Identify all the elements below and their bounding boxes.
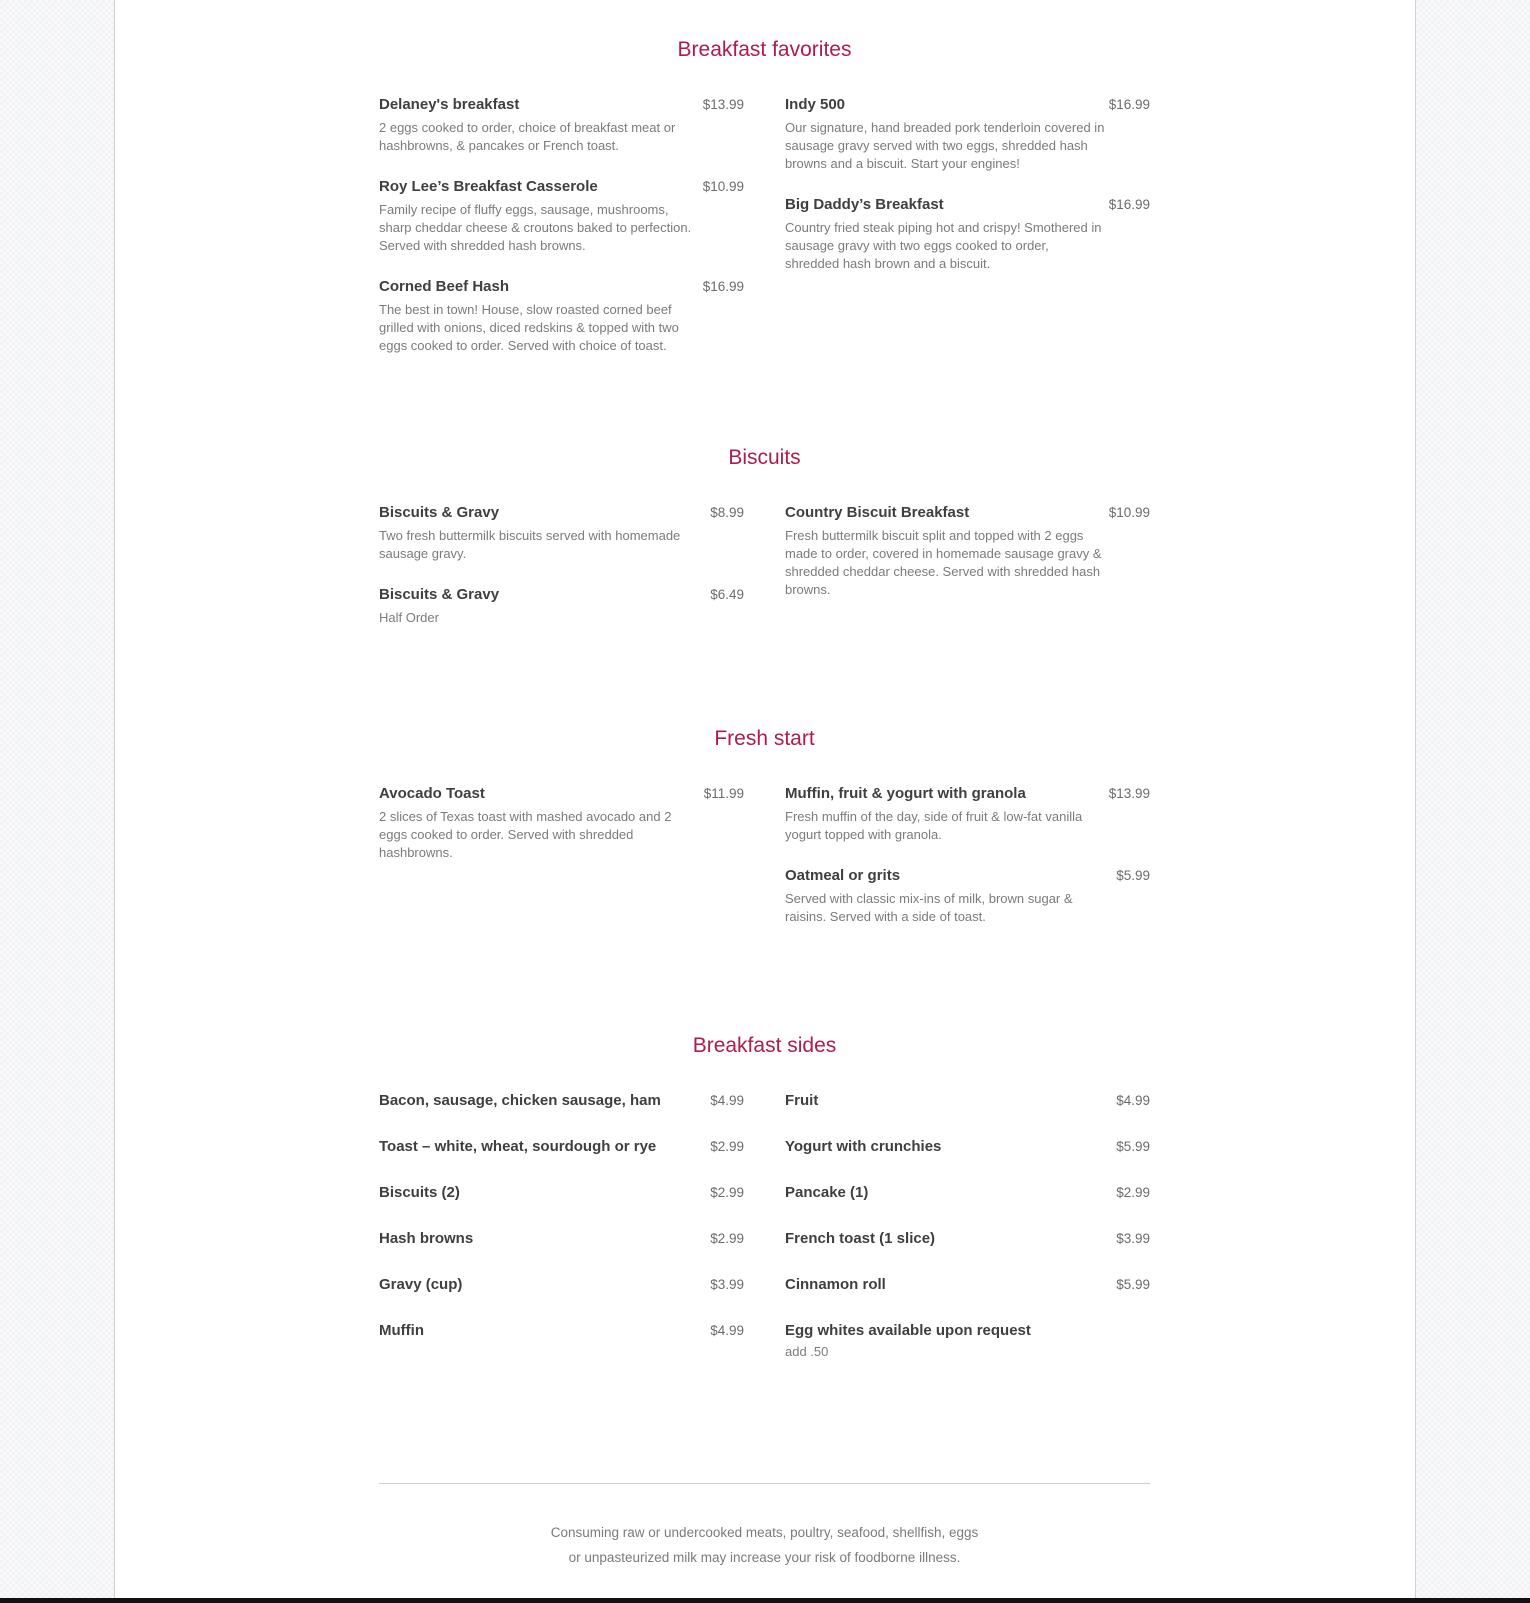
menu-item-header xyxy=(379,95,744,115)
menu-item xyxy=(379,95,744,155)
side-item xyxy=(379,1275,744,1295)
section-columns xyxy=(379,503,1150,649)
menu-item-header xyxy=(379,585,744,605)
menu-item-header xyxy=(785,866,1150,886)
menu-item-price: $3.99 xyxy=(1116,1231,1150,1246)
disclaimer-line: or unpasteurized milk may increase your risk of foodborne illness. xyxy=(568,1550,961,1565)
menu-item-header xyxy=(785,784,1150,804)
menu-item-header xyxy=(379,1275,744,1295)
menu-item-header xyxy=(379,1091,744,1111)
menu-column-right xyxy=(785,503,1150,649)
section-columns xyxy=(379,1091,1150,1387)
menu-item-description: Half Order xyxy=(379,610,439,625)
bottom-edge xyxy=(0,1598,1530,1603)
food-safety-disclaimer xyxy=(379,1520,1150,1570)
menu-column-right xyxy=(785,1091,1150,1387)
menu-item-price: $4.99 xyxy=(710,1093,744,1108)
section-fresh-start xyxy=(379,649,1150,948)
section-columns xyxy=(379,95,1150,377)
menu-item-name: French toast (1 slice) xyxy=(785,1230,936,1247)
menu-item-name: Pancake (1) xyxy=(785,1184,869,1201)
menu-item-header xyxy=(785,503,1150,523)
menu-column-left xyxy=(379,784,744,948)
menu-item-name: Egg whites available upon request xyxy=(785,1322,1031,1339)
menu-item-header xyxy=(785,1137,1150,1157)
menu-item xyxy=(785,503,1150,599)
menu-item-description: Fresh buttermilk biscuit split and topped with 2 eggs made to order, covered in homemade sausage gravy & shredded cheddar cheese. Served with shredded hash browns. xyxy=(785,528,1102,597)
menu-column-left xyxy=(379,1091,744,1387)
menu-column-right xyxy=(785,784,1150,948)
menu-item-price: $6.49 xyxy=(710,587,744,602)
menu-item-description: Served with classic mix-ins of milk, brown sugar & raisins. Served with a side of toast. xyxy=(785,891,1073,924)
menu-item-price: $10.99 xyxy=(1108,505,1150,520)
menu-item-name: Biscuits & Gravy xyxy=(379,504,500,521)
menu-item-name: Oatmeal or grits xyxy=(785,867,901,884)
menu-item-header xyxy=(785,1321,1150,1341)
side-item xyxy=(785,1275,1150,1295)
section-columns xyxy=(379,784,1150,948)
menu-item-header xyxy=(785,1275,1150,1295)
menu-item-price: $13.99 xyxy=(702,97,744,112)
menu-item xyxy=(379,585,744,627)
menu-item xyxy=(785,784,1150,844)
menu-item-price: $16.99 xyxy=(1108,197,1150,212)
side-item xyxy=(785,1183,1150,1203)
menu-item-description: Family recipe of fluffy eggs, sausage, mushrooms, sharp cheddar cheese & croutons baked to perfection. Served with shredded hash browns. xyxy=(379,202,692,253)
menu-item-price: $2.99 xyxy=(710,1185,744,1200)
menu-item xyxy=(785,866,1150,926)
menu-item-description: Our signature, hand breaded pork tenderloin covered in sausage gravy served with two eggs, shredded hash browns and a biscuit. Start your engines! xyxy=(785,120,1105,171)
menu-item-name: Big Daddy’s Breakfast xyxy=(785,196,944,213)
menu-item-price: $2.99 xyxy=(710,1231,744,1246)
menu-item-header xyxy=(785,95,1150,115)
section-biscuits xyxy=(379,377,1150,649)
menu-item-description: 2 slices of Texas toast with mashed avocado and 2 eggs cooked to order. Served with shredded hashbrowns. xyxy=(379,809,672,860)
section-title: Breakfast favorites xyxy=(677,38,852,61)
menu-item-name: Country Biscuit Breakfast xyxy=(785,504,970,521)
menu-item-price: $10.99 xyxy=(702,179,744,194)
side-item xyxy=(785,1321,1150,1361)
menu-item xyxy=(379,277,744,355)
menu-item-price: $3.99 xyxy=(710,1277,744,1292)
section-breakfast-sides xyxy=(379,948,1150,1387)
menu-item xyxy=(379,784,744,862)
section-title: Fresh start xyxy=(714,727,815,750)
menu-item xyxy=(785,195,1150,273)
menu-item-name: Fruit xyxy=(785,1092,819,1109)
disclaimer-line: Consuming raw or undercooked meats, poultry, seafood, shellfish, eggs xyxy=(550,1525,979,1540)
menu-item-header xyxy=(785,1091,1150,1111)
menu-item-price: $8.99 xyxy=(710,505,744,520)
menu-item-header xyxy=(379,1137,744,1157)
side-item xyxy=(379,1183,744,1203)
menu-item-header xyxy=(379,1321,744,1341)
menu-item-price: $16.99 xyxy=(702,279,744,294)
menu-item-name: Avocado Toast xyxy=(379,785,485,802)
menu-item-name: Delaney's breakfast xyxy=(379,96,520,113)
menu-item-price: $16.99 xyxy=(1108,97,1150,112)
menu-item-price: $5.99 xyxy=(1116,1139,1150,1154)
side-item xyxy=(785,1091,1150,1111)
divider xyxy=(379,1483,1150,1484)
menu-item xyxy=(379,177,744,255)
menu-item-header xyxy=(379,1229,744,1249)
menu-item-price: $5.99 xyxy=(1116,868,1150,883)
menu-item-name: Muffin xyxy=(379,1322,424,1339)
menu-item-name: Bacon, sausage, chicken sausage, ham xyxy=(379,1092,661,1109)
menu-item xyxy=(785,95,1150,173)
menu-item-description: add .50 xyxy=(785,1344,829,1359)
menu-item-header xyxy=(379,177,744,197)
menu-item-name: Gravy (cup) xyxy=(379,1276,463,1293)
section-title: Breakfast sides xyxy=(692,1034,837,1057)
menu-item-header xyxy=(379,1183,744,1203)
menu-item-price: $13.99 xyxy=(1108,786,1150,801)
menu-item-price: $2.99 xyxy=(1116,1185,1150,1200)
menu xyxy=(379,0,1150,1387)
menu-column-right xyxy=(785,95,1150,377)
menu-item-description: The best in town! House, slow roasted corned beef grilled with onions, diced redskins & topped with two eggs cooked to order. Served with choice of toast. xyxy=(379,302,679,353)
menu-item-name: Corned Beef Hash xyxy=(379,278,510,295)
menu-item-description: Country fried steak piping hot and crispy! Smothered in sausage gravy with two eggs cooked to order, shredded hash brown and a biscuit. xyxy=(785,220,1102,271)
menu-item-header xyxy=(785,1229,1150,1249)
side-item xyxy=(379,1091,744,1111)
menu-item-name: Muffin, fruit & yogurt with granola xyxy=(785,785,1026,802)
side-item xyxy=(379,1137,744,1157)
section-title: Biscuits xyxy=(728,446,801,469)
side-item xyxy=(785,1229,1150,1249)
menu-item-price: $5.99 xyxy=(1116,1277,1150,1292)
menu-item-name: Biscuits (2) xyxy=(379,1184,460,1201)
side-item xyxy=(785,1137,1150,1157)
menu-item-name: Toast – white, wheat, sourdough or rye xyxy=(379,1138,657,1155)
menu-item-price: $2.99 xyxy=(710,1139,744,1154)
menu-item-name: Cinnamon roll xyxy=(785,1276,886,1293)
menu-item-description: 2 eggs cooked to order, choice of breakfast meat or hashbrowns, & pancakes or French toast. xyxy=(379,120,676,153)
menu-item-name: Indy 500 xyxy=(785,96,846,113)
menu-item-price: $11.99 xyxy=(703,786,744,801)
menu-item-header xyxy=(785,1183,1150,1203)
menu-item-price: $4.99 xyxy=(1116,1093,1150,1108)
menu-item-name: Hash browns xyxy=(379,1230,474,1247)
menu-item xyxy=(379,503,744,563)
menu-item-name: Biscuits & Gravy xyxy=(379,586,500,603)
menu-item-header xyxy=(785,195,1150,215)
menu-item-description: Two fresh buttermilk biscuits served with homemade sausage gravy. xyxy=(379,528,681,561)
section-breakfast-favorites xyxy=(379,0,1150,377)
menu-item-header xyxy=(379,277,744,297)
menu-column-left xyxy=(379,503,744,649)
menu-item-header xyxy=(379,784,744,804)
menu-column-left xyxy=(379,95,744,377)
menu-item-header xyxy=(379,503,744,523)
side-item xyxy=(379,1321,744,1341)
side-item xyxy=(379,1229,744,1249)
menu-item-name: Roy Lee’s Breakfast Casserole xyxy=(379,178,598,195)
menu-item-name: Yogurt with crunchies xyxy=(785,1138,942,1155)
menu-item-description: Fresh muffin of the day, side of fruit & low-fat vanilla yogurt topped with granola. xyxy=(785,809,1083,842)
menu-item-price: $4.99 xyxy=(710,1323,744,1338)
